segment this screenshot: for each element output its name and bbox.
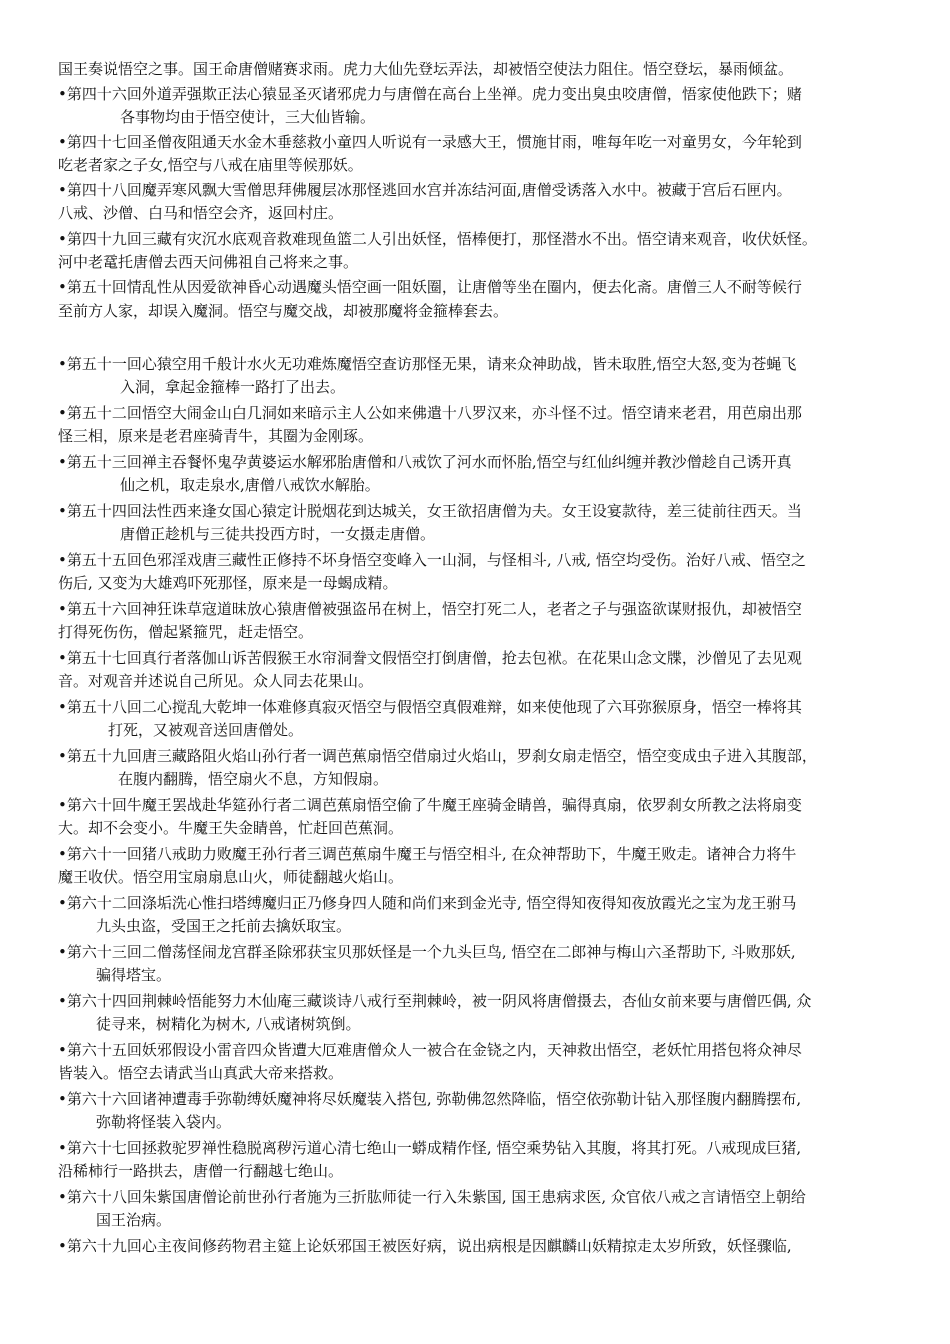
text-line: 音。对观音并述说自己所见。众人同去花果山。 [58, 672, 374, 690]
text-line: 至前方人家，却误入魔洞。悟空与魔交战，却被那魔将金箍棒套去。 [58, 302, 509, 320]
text-line: 皆装入。悟空去请武当山真武大帝来搭救。 [58, 1064, 344, 1082]
text-line: •第六十九回心主夜间修药物君主筵上论妖邪国王被医好病，说出病根是因麒麟山妖精掠走太岁所致，妖怪骤临, [58, 1237, 792, 1255]
text-line: •第五十七回真行者落伽山诉苦假猴王水帘洞誊文假悟空打倒唐僧，抢去包袱。在花果山念文牒，沙僧见了去见观 [58, 649, 802, 667]
text-line: 八戒、沙僧、白马和悟空会齐，返回村庄。 [58, 204, 344, 222]
text-line: 弥勒将怪装入袋内。 [96, 1113, 232, 1131]
text-line: •第六十四回荆棘岭悟能努力木仙庵三藏谈诗八戒行至荆棘岭，被一阴风将唐僧摄去，杏仙女前来要与唐僧匹偶, 众 [58, 992, 812, 1010]
text-line: •第六十回牛魔王罢战赴华筵孙行者二调芭蕉扇悟空偷了牛魔王座骑金睛兽，骗得真扇，依罗刹女所教之法将扇变 [58, 796, 802, 814]
text-line: 唐僧正趁机与三徒共投西方时，一女摄走唐僧。 [120, 525, 436, 543]
text-line: 入洞，拿起金箍棒一路打了出去。 [120, 378, 346, 396]
text-line: 怪三相，原来是老君座骑青牛，其圈为金刚琢。 [58, 427, 374, 445]
text-line: 徒寻来，树精化为树木, 八戒诸树筑倒。 [96, 1015, 361, 1033]
text-line: •第五十六回神狂诛草寇道昧放心猿唐僧被强盗吊在树上，悟空打死二人，老者之子与强盗欲谋财报仇，却被悟空 [58, 600, 802, 618]
text-line: •第四十六回外道弄强欺正法心猿显圣灭诸邪虎力与唐僧在高台上坐禅。虎力变出臭虫咬唐僧，悟家使他跌下；赌 [58, 85, 802, 103]
text-line: 河中老鼋托唐僧去西天问佛祖自己将来之事。 [58, 253, 359, 271]
text-line: 在腹内翻腾，悟空扇火不息，方知假扇。 [118, 770, 389, 788]
text-line: •第五十二回悟空大闹金山白几洞如来暗示主人公如来佛遣十八罗汉来，亦斗怪不过。悟空请来老君，用芭扇出那 [58, 404, 802, 422]
text-line: •第五十三回禅主吞餐怀鬼孕黄婆运水解邪胎唐僧和八戒饮了河水而怀胎,悟空与红仙纠缠并教沙僧趁自己诱开真 [58, 453, 792, 471]
text-line: •第六十七回拯救驼罗禅性稳脱离秽污道心清七绝山一蟒成精作怪, 悟空乘势钻入其腹，将其打死。八戒现成巨猪, [58, 1139, 802, 1157]
text-line: •第六十一回猪八戒助力败魔王孙行者三调芭蕉扇牛魔王与悟空相斗, 在众神帮助下，牛魔王败走。诸神合力将牛 [58, 845, 797, 863]
text-line: 骗得塔宝。 [96, 966, 172, 984]
text-line: •第六十三回二僧荡怪闹龙宫群圣除邪获宝贝那妖怪是一个九头巨鸟, 悟空在二郎神与梅山六圣帮助下, 斗败那妖, [58, 943, 796, 961]
text-line: 魔王收伏。悟空用宝扇扇息山火，师徒翻越火焰山。 [58, 868, 404, 886]
text-line: •第六十二回涤垢洗心惟扫塔缚魔归正乃修身四人随和尚们来到金光寺, 悟空得知夜得知夜放霞光之宝为龙王驸马 [58, 894, 797, 912]
text-line: •第六十五回妖邪假设小雷音四众皆遭大厄难唐僧众人一被合在金铙之内，天神救出悟空，老妖忙用搭包将众神尽 [58, 1041, 802, 1059]
text-line: •第四十七回圣僧夜阻通天水金木垂慈救小童四人听说有一录感大王，惯施甘雨，唯每年吃一对童男女，今年轮到 [58, 133, 802, 151]
text-line: •第五十九回唐三藏路阻火焰山孙行者一调芭蕉扇悟空借扇过火焰山，罗刹女扇走悟空，悟空变成虫子进入其腹部， [58, 747, 817, 765]
text-line: 九头虫盗，受国王之托前去擒妖取宝。 [96, 917, 352, 935]
text-line: •第五十四回法性西来逢女国心猿定计脱烟花到达城关，女王欲招唐僧为夫。女王设宴款待，差三徒前往西天。当 [58, 502, 802, 520]
text-line: 打死，又被观音送回唐僧处。 [108, 721, 304, 739]
text-line: 吃老者家之子女,悟空与八戒在庙里等候那妖。 [58, 156, 363, 174]
text-line: 大。却不会变小。牛魔王失金睛兽，忙赶回芭蕉洞。 [58, 819, 404, 837]
text-line: •第五十回情乱性从因爱欲神昏心动遇魔头悟空画一阻妖圈，让唐僧等坐在圈内，便去化斋。唐僧三人不耐等候行 [58, 278, 802, 296]
text-line: •第五十五回色邪淫戏唐三藏性正修持不坏身悟空变峰入一山洞，与怪相斗, 八戒, 悟空均受伤。治好八戒、悟空之 [58, 551, 806, 569]
text-line: •第四十九回三藏有灾沉水底观音救难现鱼篮二人引出妖怪，悟棒便打，那怪潜水不出。悟空请来观音，收伏妖怪。 [58, 230, 817, 248]
text-line: •第五十八回二心搅乱大乾坤一体难修真寂灭悟空与假悟空真假难辩，如来使他现了六耳弥猴原身，悟空一棒将其 [58, 698, 802, 716]
text-line: 各事物均由于悟空使计，三大仙皆输。 [120, 108, 376, 126]
text-line: 国王奏说悟空之事。国王命唐僧赌赛求雨。虎力大仙先登坛弄法，却被悟空使法力阻住。悟空登坛，暴雨倾盆。 [58, 60, 794, 78]
text-line: 国王治病。 [96, 1211, 172, 1229]
text-line: 伤后, 又变为大雄鸡吓死那怪，原来是一母蝎成精。 [58, 574, 398, 592]
text-line: •第六十六回诸神遭毒手弥勒缚妖魔神将尽妖魔装入搭包, 弥勒佛忽然降临，悟空依弥勒计钻入那怪腹内翻腾摆布, [58, 1090, 802, 1108]
text-line: •第五十一回心猿空用千般计水火无功难炼魔悟空查访那怪无果，请来众神助战，皆未取胜,悟空大怒,变为苍蝇飞 [58, 355, 797, 373]
text-line: •第六十八回朱紫国唐僧论前世孙行者施为三折肱师徒一行入朱紫国, 国王患病求医, 众官依八戒之言请悟空上朝给 [58, 1188, 806, 1206]
text-line: 打得死伤伤，僧起紧箍咒，赶走悟空。 [58, 623, 314, 641]
text-line: 沿稀柿行一路拱去，唐僧一行翻越七绝山。 [58, 1162, 344, 1180]
text-line: •第四十八回魔弄寒风飘大雪僧思拜佛履层冰那怪逃回水宫并冻结河面,唐僧受诱落入水中。被藏于宫后石匣内。 [58, 181, 792, 199]
text-line: 仙之机，取走泉水,唐僧八戒饮水解胎。 [120, 476, 380, 494]
